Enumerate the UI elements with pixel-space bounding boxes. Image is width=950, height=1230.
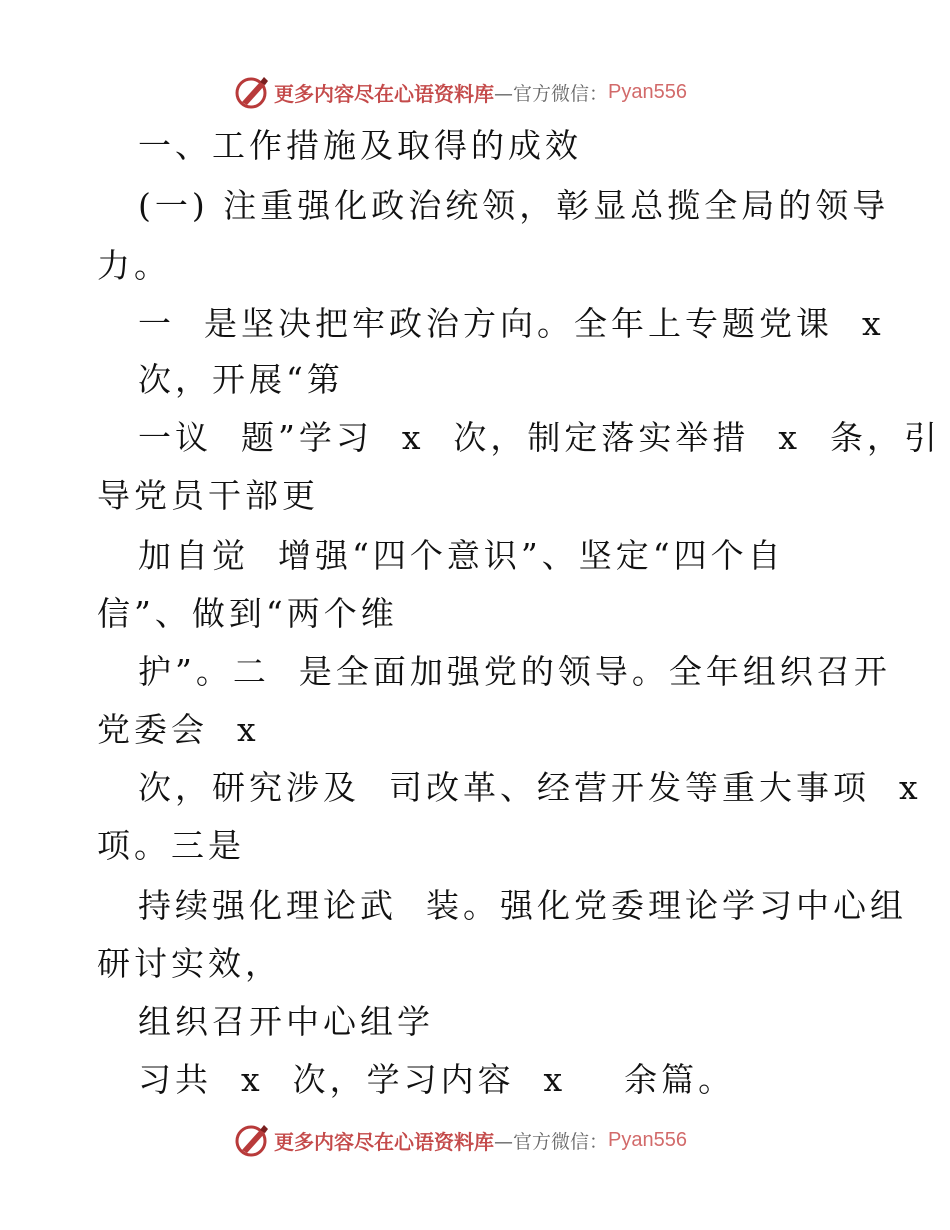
text-line: 研讨实效， (97, 944, 282, 983)
watermark-sub-text: —官方微信： (494, 1130, 609, 1153)
text-line: (一) 注重强化政治统领，彰显总揽全局的领导 (138, 186, 890, 225)
text-line: 组织召开中心组学 (138, 1002, 434, 1041)
watermark-main-text: 更多内容尽在心语资料库 (274, 1129, 494, 1154)
text-line: 一 是坚决把牢政治方向。全年上专题党课 x (138, 304, 885, 343)
watermark-sub-text: —官方微信： (494, 82, 609, 105)
text-line: 信”、做到“两个维 (97, 594, 398, 633)
text-line: 项。三是 (97, 826, 245, 865)
watermark-banner-bottom (234, 1120, 687, 1160)
text-line: 习共 x 次，学习内容 x 余篇。 (138, 1060, 736, 1099)
text-line: 护”。二 是全面加强党的领导。全年组织召开 (138, 652, 891, 691)
text-line: 一议 题”学习 x 次，制定落实举措 x 条，引 (138, 418, 941, 457)
pen-logo-icon (234, 1122, 270, 1158)
text-line: 加自觉 增强“四个意识”、坚定“四个自 (138, 536, 785, 575)
text-line: 导党员干部更 (97, 476, 319, 515)
watermark-wechat-id: Pyan556 (608, 1128, 687, 1151)
text-line: 持续强化理论武 装。强化党委理论学习中心组 (138, 886, 907, 925)
pen-logo-icon (234, 74, 270, 110)
text-line: 党委会 x (97, 710, 260, 749)
text-line: 次，开展“第 (138, 360, 344, 399)
text-line: 次，研究涉及 司改革、经营开发等重大事项 x (138, 768, 922, 807)
section-heading: 一、工作措施及取得的成效 (138, 126, 582, 165)
watermark-banner-top (234, 72, 687, 112)
text-line: 力。 (97, 246, 171, 285)
watermark-wechat-id: Pyan556 (608, 80, 687, 103)
watermark-main-text: 更多内容尽在心语资料库 (274, 81, 494, 106)
